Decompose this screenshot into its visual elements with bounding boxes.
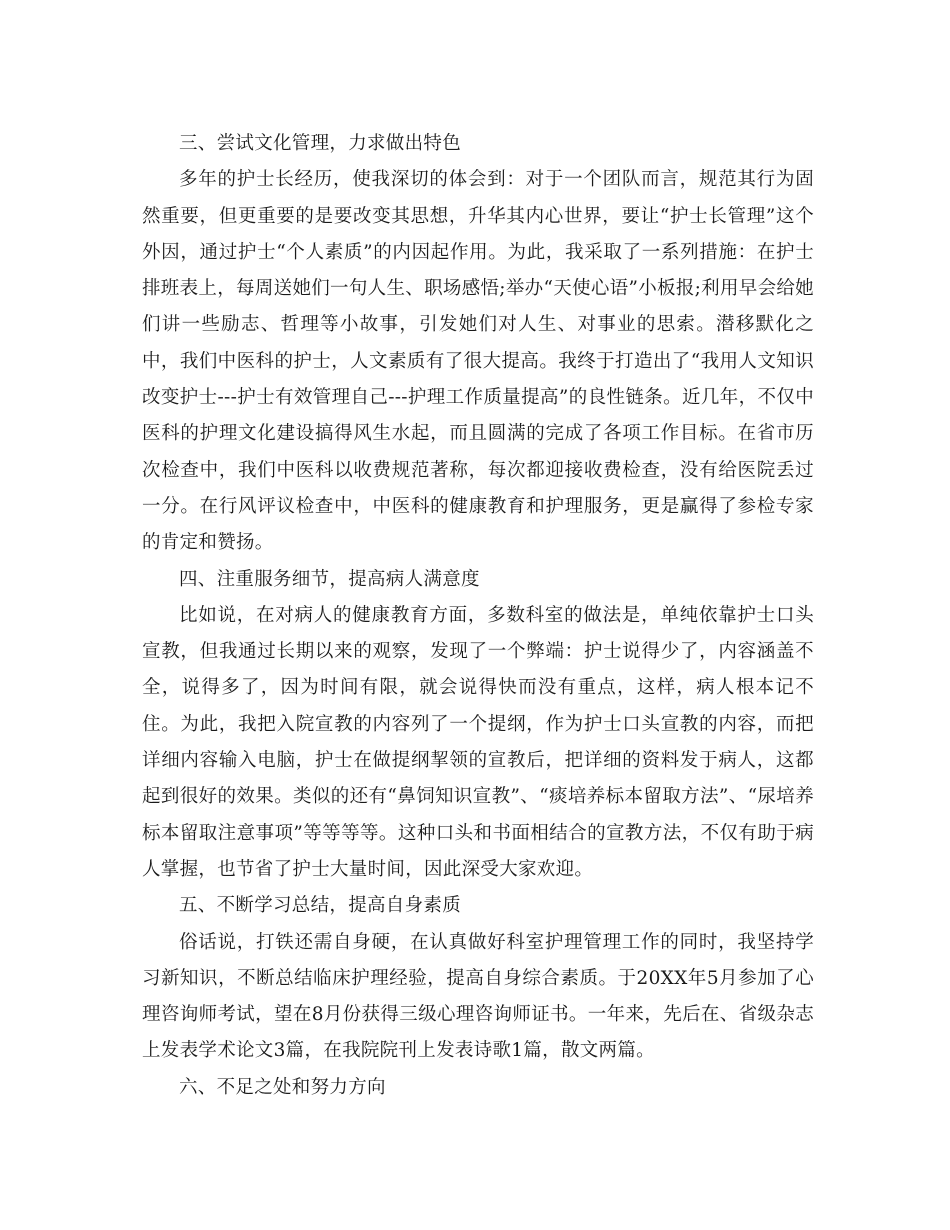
section-paragraph-5: 俗话说，打铁还需自身硬，在认真做好科室护理管理工作的同时，我坚持学习新知识，不断总结临床护理经验，提高自身综合素质。于20XX年5月参加了心理咨询师考试，望在8月份获得三级心理咨询师证书。一年来，先后在、省级杂志上发表学术论文3篇，在我院院刊上发表诗歌1篇，散文两篇。 [142,931,814,1062]
section-paragraph-3: 多年的护士长经历，使我深切的体会到：对于一个团队而言，规范其行为固然重要，但更重要的是要改变其思想，升华其内心世界，要让“护士长管理”这个外因，通过护士“个人素质”的内因起作用。为此，我采取了一系列措施：在护士排班表上，每周送她们一句人生、职场感悟;举办“天使心语”小板报;利用早会给她们讲一些励志、哲理等小故事，引发她们对人生、对事业的思索。潜移默化之中，我们中医科的护士，人文素质有了很大提高。我终于打造出了“我用人文知识改变护士---护士有效管理自己---护理工作质量提高”的良性链条。近几年，不仅中医科的护理文化建设搞得风生水起，而且圆满的完成了各项工作目标。在省市历次检查中，我们中医科以收费规范著称，每次都迎接收费检查，没有给医院丢过一分。在行风评议检查中，中医科的健康教育和护理服务，更是赢得了参检专家的肯定和赞扬。 [142,169,814,554]
section-heading-4: 四、注重服务细节，提高病人满意度 [179,568,480,590]
section-heading-3: 三、尝试文化管理，力求做出特色 [179,133,462,154]
section-heading-5: 五、不断学习总结，提高自身素质 [179,895,462,917]
document-page [142,126,814,1106]
section-paragraph-4: 比如说，在对病人的健康教育方面，多数科室的做法是，单纯依靠护士口头宣教，但我通过长期以来的观察，发现了一个弊端：护士说得少了，内容涵盖不全，说得多了，因为时间有限，就会说得快而没有重点，这样，病人根本记不住。为此，我把入院宣教的内容列了一个提纲，作为护士口头宣教的内容，而把详细内容输入电脑，护士在做提纲挈领的宣教后，把详细的资料发于病人，这都起到很好的效果。类似的还有“鼻饲知识宣教”、“痰培养标本留取方法”、“尿培养标本留取注意事项”等等等等。这种口头和书面相结合的宣教方法，不仅有助于病人掌握，也节省了护士大量时间，因此深受大家欢迎。 [142,604,814,880]
section-heading-6: 六、不足之处和努力方向 [179,1076,386,1098]
